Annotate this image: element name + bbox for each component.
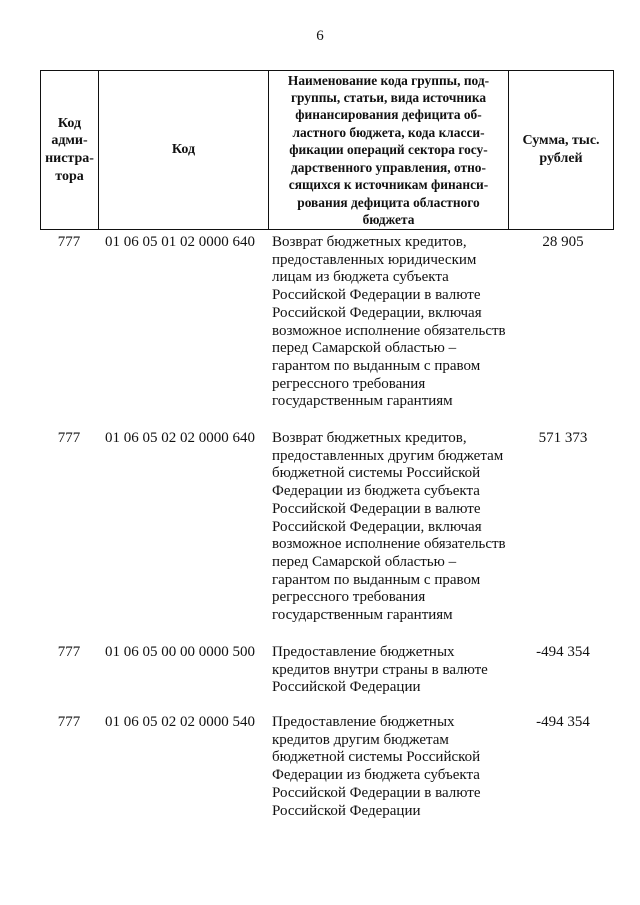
name-cell: Возврат бюджетных кредитов, предоставленных юридическим лицам из бюджета субъекта Российской Федерации в валюте Российской Федерации, включая возможное исполнение обязательств перед Самарской областью – гарантом по выданным с правом регрессного требования государственным гарантиям — [272, 234, 506, 410]
header-sum: Сумма, тыс. рублей — [522, 133, 600, 166]
header-name: Наименование кода группы, под-группы, статьи, вида источника финансирования дефицита об-ластного бюджета, кода класси-фикации операций сектора госу-дарственного управления, отно-сящихся к источникам финанси-рования дефицита областного бюджета — [269, 71, 509, 229]
code-cell: 01 06 05 02 02 0000 640 — [105, 430, 255, 446]
table-header — [40, 70, 614, 230]
header-code: Код — [99, 71, 269, 229]
admin-code-cell: 777 — [57, 644, 81, 660]
sum-cell: 571 373 — [538, 430, 588, 446]
header-admin-code: Код адми-нистра-тора — [41, 71, 99, 229]
sum-cell: -494 354 — [536, 714, 590, 730]
admin-code-cell: 777 — [57, 430, 81, 446]
code-cell: 01 06 05 02 02 0000 540 — [105, 714, 255, 730]
name-cell: Предоставление бюджетных кредитов внутри страны в валюте Российской Федерации — [272, 644, 488, 696]
name-cell: Возврат бюджетных кредитов, предоставленных другим бюджетам бюджетной системы Российской Федерации из бюджета субъекта Российской Федерации в валюте Российской Федерации, включая возможное исполнение обязательств перед Самарской областью – гарантом по выданным с правом регрессного требования государственным гарантиям — [272, 430, 506, 624]
code-cell: 01 06 05 00 00 0000 500 — [105, 644, 255, 660]
admin-code-cell: 777 — [57, 714, 81, 730]
admin-code-cell: 777 — [57, 234, 81, 250]
page-number: 6 — [316, 28, 324, 44]
sum-cell: -494 354 — [536, 644, 590, 660]
code-cell: 01 06 05 01 02 0000 640 — [105, 234, 255, 250]
sum-cell: 28 905 — [542, 234, 584, 250]
name-cell: Предоставление бюджетных кредитов другим бюджетам бюджетной системы Российской Федерации из бюджета субъекта Российской Федерации в валюте Российской Федерации — [272, 714, 481, 819]
